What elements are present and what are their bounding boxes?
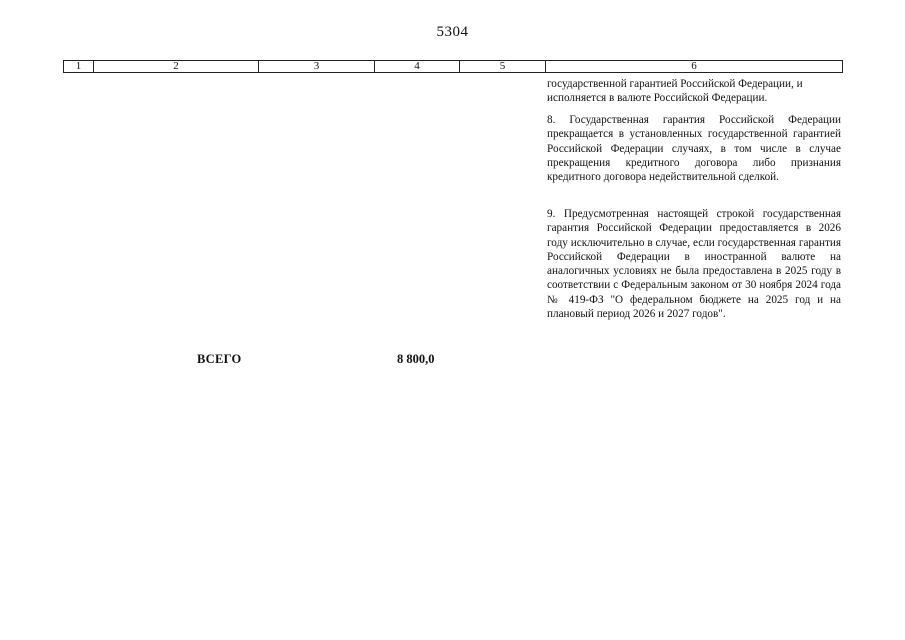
- table-header-row: [63, 60, 843, 73]
- column6-item-8: 8. Государственная гарантия Российской Федерации прекращается в установленных государственной гарантией Российской Федерации случаях, в том числе в случае прекращения кредитного договора либо признания кредитного договора недействительной сделкой.: [547, 114, 841, 184]
- column-header-3: 3: [259, 61, 375, 72]
- column-header-6: 6: [691, 60, 697, 72]
- column-header-4: 4: [375, 61, 460, 72]
- total-value: 8 800,0: [397, 352, 435, 366]
- page-number: 5304: [436, 24, 469, 40]
- column-header-2: 2: [94, 61, 259, 72]
- total-label: ВСЕГО: [197, 352, 242, 366]
- column-header-1: 1: [64, 61, 94, 72]
- column6-continuation-text: государственной гарантией Российской Федерации, и исполняется в валюте Российской Федерации.: [547, 78, 803, 105]
- column-header-5: 5: [460, 61, 546, 72]
- column6-item-9: 9. Предусмотренная настоящей строкой государственная гарантия Российской Федерации предоставляется в 2026 году исключительно в случае, если государственная гарантия Российской Федерации в иностранной валюте на аналогичных условиях не была предоставлена в 2025 году в соответствии с Федеральным законом от 30 ноября 2024 года № 419-ФЗ "О федеральном бюджете на 2025 год и на плановый период 2026 и 2027 годов".: [547, 208, 841, 321]
